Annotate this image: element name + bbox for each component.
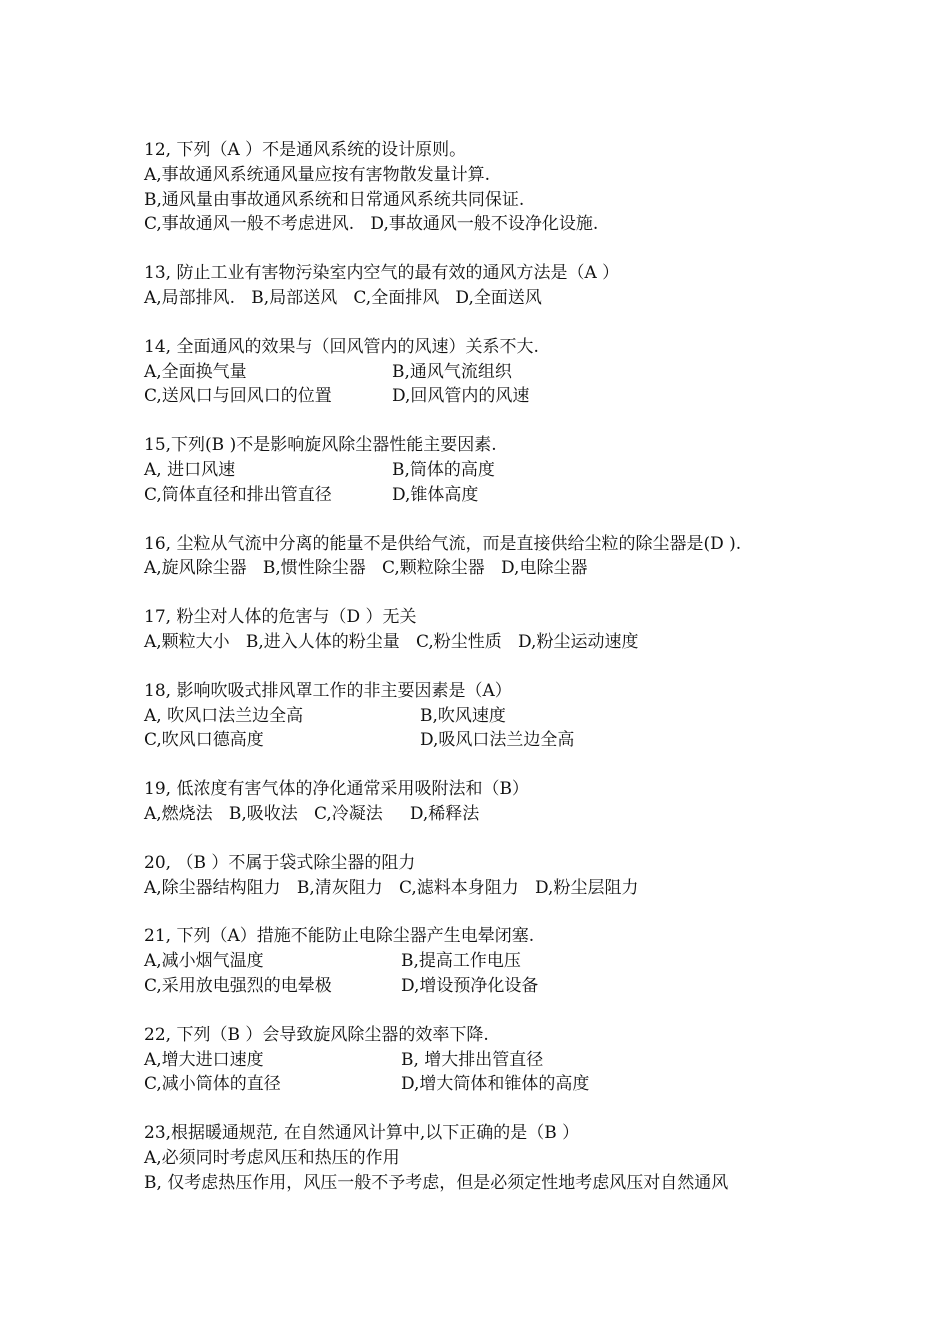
question-stem xyxy=(144,679,824,704)
option-right: B,提高工作电压 xyxy=(401,951,521,972)
question-block xyxy=(144,777,824,827)
option-left: A,增大进口速度 xyxy=(144,1049,264,1070)
option-left: C,吹风口德高度 xyxy=(144,730,264,751)
question-stem xyxy=(144,335,824,360)
answer-options-line xyxy=(144,458,824,483)
question-text: 17, 粉尘对人体的危害与（D ）无关 xyxy=(144,607,417,628)
option-right: B,筒体的高度 xyxy=(392,459,495,480)
answer-options-line xyxy=(144,188,824,213)
options-text: B,通风量由事故通风系统和日常通风系统共同保证. xyxy=(144,189,525,210)
question-text: 22, 下列（B ）会导致旋风除尘器的效率下降. xyxy=(144,1024,489,1045)
options-text: A,事故通风系统通风量应按有害物散发量计算. xyxy=(144,164,491,185)
option-right: D,增大筒体和锥体的高度 xyxy=(401,1074,590,1095)
answer-options-line xyxy=(144,704,824,729)
answer-options-line xyxy=(144,286,824,311)
question-stem xyxy=(144,433,824,458)
option-left: C,送风口与回风口的位置 xyxy=(144,386,332,407)
answer-options-line xyxy=(144,1146,824,1171)
option-left: C,筒体直径和排出管直径 xyxy=(144,484,332,505)
question-stem xyxy=(144,261,824,286)
answer-options-line xyxy=(144,728,824,753)
answer-options-line xyxy=(144,483,824,508)
question-stem xyxy=(144,777,824,802)
question-block xyxy=(144,924,824,998)
question-stem xyxy=(144,1023,824,1048)
option-right: D,锥体高度 xyxy=(392,484,479,505)
answer-options-line xyxy=(144,360,824,385)
answer-options-line xyxy=(144,1072,824,1097)
option-left: A,全面换气量 xyxy=(144,361,247,382)
question-stem xyxy=(144,851,824,876)
option-right: B,通风气流组织 xyxy=(392,361,512,382)
question-block xyxy=(144,605,824,655)
option-left: A, 吹风口法兰边全高 xyxy=(144,705,304,726)
answer-options-line xyxy=(144,876,824,901)
document-page xyxy=(144,138,824,1220)
options-text: A,燃烧法 B,吸收法 C,冷凝法 D,稀释法 xyxy=(144,803,480,824)
options-text: B, 仅考虑热压作用，风压一般不予考虑，但是必须定性地考虑风压对自然通风 xyxy=(144,1172,729,1193)
answer-options-line xyxy=(144,212,824,237)
question-stem xyxy=(144,138,824,163)
options-text: C,事故通风一般不考虑进风. D,事故通风一般不设净化设施. xyxy=(144,214,599,235)
question-text: 20, （B ）不属于袋式除尘器的阻力 xyxy=(144,852,416,873)
option-left: A,减小烟气温度 xyxy=(144,951,264,972)
options-text: A,局部排风. B,局部送风 C,全面排风 D,全面送风 xyxy=(144,287,542,308)
question-stem xyxy=(144,1121,824,1146)
answer-options-line xyxy=(144,556,824,581)
question-block xyxy=(144,335,824,409)
question-block xyxy=(144,532,824,582)
option-right: D,回风管内的风速 xyxy=(392,386,530,407)
question-text: 19, 低浓度有害气体的净化通常采用吸附法和（B） xyxy=(144,779,529,800)
question-block xyxy=(144,433,824,507)
question-block xyxy=(144,851,824,901)
option-right: B,吹风速度 xyxy=(420,705,506,726)
option-left: C,采用放电强烈的电晕极 xyxy=(144,975,332,996)
question-text: 18, 影响吹吸式排风罩工作的非主要因素是（A） xyxy=(144,680,512,701)
question-stem xyxy=(144,924,824,949)
option-right: B, 增大排出管直径 xyxy=(401,1049,544,1070)
question-stem xyxy=(144,532,824,557)
answer-options-line xyxy=(144,1171,824,1196)
question-text: 14, 全面通风的效果与（回风管内的风速）关系不大. xyxy=(144,336,539,357)
question-text: 12, 下列（A ）不是通风系统的设计原则。 xyxy=(144,140,467,160)
options-text: A,颗粒大小 B,进入人体的粉尘量 C,粉尘性质 D,粉尘运动速度 xyxy=(144,631,639,652)
option-left: A, 进口风速 xyxy=(144,459,236,480)
option-right: D,增设预净化设备 xyxy=(401,975,539,996)
question-text: 15,下列(B )不是影响旋风除尘器性能主要因素. xyxy=(144,435,497,456)
question-text: 13, 防止工业有害物污染室内空气的最有效的通风方法是（A ） xyxy=(144,263,620,284)
question-block xyxy=(144,679,824,753)
answer-options-line xyxy=(144,974,824,999)
question-block xyxy=(144,261,824,311)
question-stem xyxy=(144,605,824,630)
question-block xyxy=(144,1023,824,1097)
answer-options-line xyxy=(144,802,824,827)
answer-options-line xyxy=(144,949,824,974)
options-text: A,必须同时考虑风压和热压的作用 xyxy=(144,1147,400,1168)
question-text: 16, 尘粒从气流中分离的能量不是供给气流，而是直接供给尘粒的除尘器是(D ). xyxy=(144,533,742,554)
answer-options-line xyxy=(144,630,824,655)
question-text: 21, 下列（A）措施不能防止电除尘器产生电晕闭塞. xyxy=(144,926,535,947)
question-block xyxy=(144,138,824,237)
question-text: 23,根据暖通规范, 在自然通风计算中,以下正确的是（B ） xyxy=(144,1123,580,1144)
option-left: C,减小筒体的直径 xyxy=(144,1074,281,1095)
option-right: D,吸风口法兰边全高 xyxy=(420,730,575,751)
answer-options-line xyxy=(144,1048,824,1073)
answer-options-line xyxy=(144,163,824,188)
options-text: A,除尘器结构阻力 B,清灰阻力 C,滤料本身阻力 D,粉尘层阻力 xyxy=(144,877,639,898)
question-block xyxy=(144,1121,824,1195)
options-text: A,旋风除尘器 B,惯性除尘器 C,颗粒除尘器 D,电除尘器 xyxy=(144,558,588,579)
answer-options-line xyxy=(144,384,824,409)
